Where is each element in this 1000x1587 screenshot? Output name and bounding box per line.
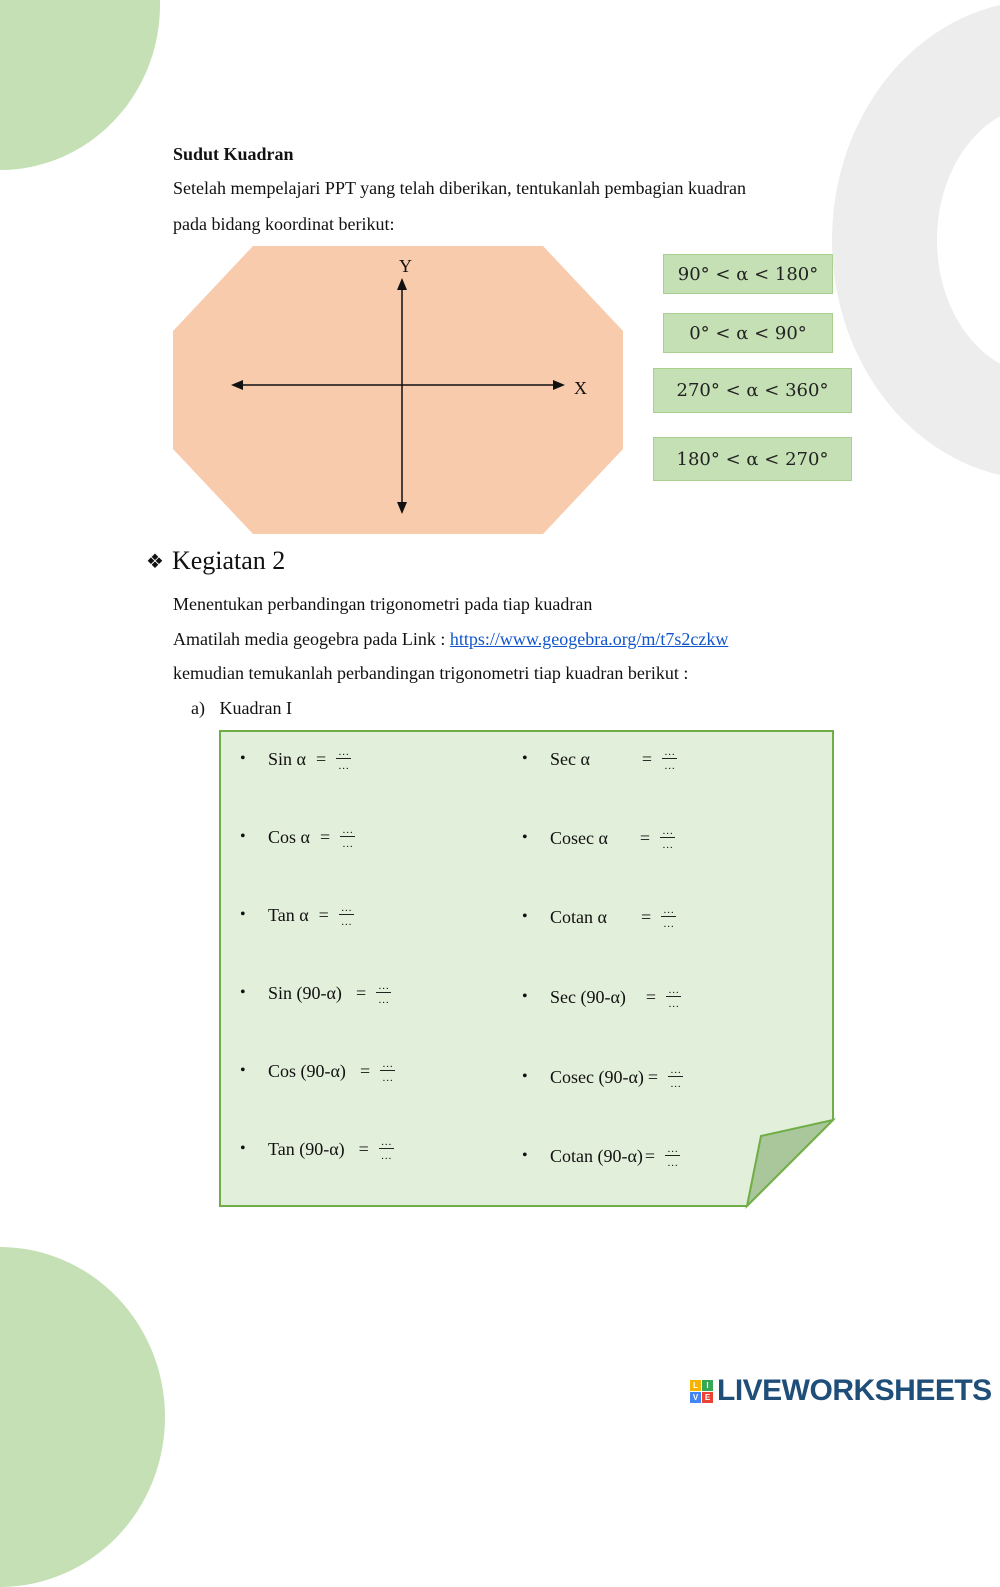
formula-item-right (522, 827, 675, 849)
equals-sign: = (641, 748, 653, 769)
bullet-icon: • (522, 1068, 528, 1085)
formula-label: Sec (90-α) (550, 986, 626, 1007)
activity-line-2 (173, 629, 728, 650)
section-heading: Sudut Kuadran (173, 144, 294, 164)
formula-label: Cosec (90-α) (550, 1066, 644, 1087)
fraction-denominator[interactable]: … (662, 839, 674, 851)
geogebra-link[interactable]: https://www.geogebra.org/m/t7s2czkw (449, 629, 729, 649)
fraction-denominator[interactable]: … (668, 998, 680, 1010)
fraction-numerator[interactable]: … (338, 746, 350, 758)
decor-ring-right (832, 0, 1000, 480)
activity-line-3: kemudian temukanlah perbandingan trigonometri tiap kuadran berikut : (173, 663, 689, 683)
fraction-answer-field[interactable] (668, 1066, 683, 1088)
diamond-bullet-icon: ❖ (146, 550, 164, 573)
bullet-icon: • (240, 828, 246, 845)
formula-item-right (522, 748, 677, 770)
fraction-answer-field[interactable] (662, 748, 677, 770)
fraction-answer-field[interactable] (661, 906, 676, 928)
formula-item-left (240, 826, 355, 848)
fraction-answer-field[interactable] (376, 982, 391, 1004)
equals-sign: = (358, 1138, 369, 1159)
fraction-numerator[interactable]: … (380, 1136, 392, 1148)
formula-item-left (240, 748, 351, 770)
formula-item-left (240, 1138, 394, 1160)
decor-circle-top-left (0, 0, 160, 170)
fraction-denominator[interactable]: … (664, 760, 676, 772)
activity-line-1: Menentukan perbandingan trigonometri pada tiap kuadran (173, 594, 593, 614)
bullet-icon: • (522, 988, 528, 1005)
logo-letter: L (690, 1380, 701, 1391)
quadrant-option-box[interactable]: 0° < α < 90° (663, 313, 833, 353)
instruction-line-1: Setelah mempelajari PPT yang telah diberikan, tentukanlah pembagian kuadran (173, 178, 746, 198)
fraction-numerator[interactable]: … (340, 902, 352, 914)
fraction-numerator[interactable]: … (668, 984, 680, 996)
bullet-icon: • (522, 829, 528, 846)
fraction-numerator[interactable]: … (664, 746, 676, 758)
logo-text: LIVEWORKSHEETS (717, 1374, 992, 1407)
formula-item-right (522, 1066, 683, 1088)
bullet-icon: • (240, 984, 246, 1001)
quadrant-option-box[interactable]: 90° < α < 180° (663, 254, 833, 294)
fraction-answer-field[interactable] (340, 826, 355, 848)
logo-letter: V (690, 1392, 701, 1403)
fraction-numerator[interactable]: … (342, 824, 354, 836)
bullet-icon: • (240, 1140, 246, 1157)
fraction-numerator[interactable]: … (667, 1143, 679, 1155)
logo-mark-icon (690, 1380, 713, 1403)
decor-circle-bottom-left (0, 1247, 165, 1587)
fraction-denominator[interactable]: … (670, 1078, 682, 1090)
equals-sign: = (359, 1060, 371, 1081)
activity-title-text: Kegiatan 2 (171, 546, 286, 575)
equals-sign: = (355, 982, 367, 1003)
formula-item-left (240, 904, 354, 926)
fraction-answer-field[interactable] (336, 748, 351, 770)
fraction-denominator[interactable]: … (663, 918, 675, 930)
formula-label: Tan α (268, 904, 309, 925)
formula-label: Cotan α (550, 906, 607, 927)
fraction-denominator[interactable]: … (380, 1150, 392, 1162)
fraction-denominator[interactable]: … (340, 916, 352, 928)
formula-item-left (240, 982, 391, 1004)
fraction-numerator[interactable]: … (382, 1058, 394, 1070)
formula-label: Cotan (90-α) (550, 1145, 643, 1166)
equals-sign: = (647, 1066, 659, 1087)
sub-item-label: Kuadran I (219, 698, 292, 718)
fraction-answer-field[interactable] (379, 1138, 394, 1160)
formula-label: Cosec α (550, 827, 608, 848)
formula-label: Sec α (550, 748, 590, 769)
instruction-line-2: pada bidang koordinat berikut: (173, 214, 395, 234)
card-shape (220, 731, 833, 1206)
coordinate-plane-diagram[interactable] (173, 246, 623, 534)
bullet-icon: • (240, 1062, 246, 1079)
sub-item-kuadran-1 (191, 698, 292, 719)
fraction-numerator[interactable]: … (662, 825, 674, 837)
formula-label: Sin α (268, 748, 306, 769)
formula-label: Sin (90-α) (268, 982, 342, 1003)
logo-letter: I (702, 1380, 713, 1391)
fraction-answer-field[interactable] (339, 904, 354, 926)
link-prefix: Amatilah media geogebra pada Link : (173, 629, 450, 649)
fraction-denominator[interactable]: … (378, 994, 390, 1006)
x-axis-label: X (574, 378, 587, 398)
formula-label: Cos α (268, 826, 310, 847)
equals-sign: = (319, 826, 331, 847)
fraction-numerator[interactable]: … (663, 904, 675, 916)
equals-sign: = (645, 986, 657, 1007)
liveworksheets-logo[interactable] (690, 1374, 992, 1408)
activity-title (146, 546, 285, 576)
bullet-icon: • (240, 906, 246, 923)
fraction-denominator[interactable]: … (667, 1157, 679, 1169)
fraction-answer-field[interactable] (660, 827, 675, 849)
formula-label: Cos (90-α) (268, 1060, 346, 1081)
bullet-icon: • (522, 1147, 528, 1164)
formula-item-right (522, 986, 681, 1008)
equals-sign: = (644, 1145, 656, 1166)
bullet-icon: • (240, 750, 246, 767)
fraction-denominator[interactable]: … (338, 760, 350, 772)
equals-sign: = (315, 748, 327, 769)
fraction-numerator[interactable]: … (670, 1064, 682, 1076)
fraction-denominator[interactable]: … (382, 1072, 394, 1084)
bullet-icon: • (522, 750, 528, 767)
logo-letter: E (702, 1392, 713, 1403)
fraction-answer-field[interactable] (666, 986, 681, 1008)
y-axis-label: Y (399, 256, 412, 276)
equals-sign: = (640, 906, 652, 927)
fraction-answer-field[interactable] (380, 1060, 395, 1082)
equals-sign: = (318, 904, 329, 925)
quadrant-option-box[interactable]: 270° < α < 360° (653, 368, 852, 413)
fraction-answer-field[interactable] (665, 1145, 680, 1167)
quadrant-option-box[interactable]: 180° < α < 270° (653, 437, 852, 481)
formula-label: Tan (90-α) (268, 1138, 345, 1159)
equals-sign: = (639, 827, 651, 848)
sub-item-marker: a) (191, 698, 205, 718)
fraction-denominator[interactable]: … (342, 838, 354, 850)
fraction-numerator[interactable]: … (378, 980, 390, 992)
formula-item-right (522, 906, 676, 928)
formula-item-right (522, 1145, 680, 1167)
bullet-icon: • (522, 908, 528, 925)
formula-item-left (240, 1060, 395, 1082)
